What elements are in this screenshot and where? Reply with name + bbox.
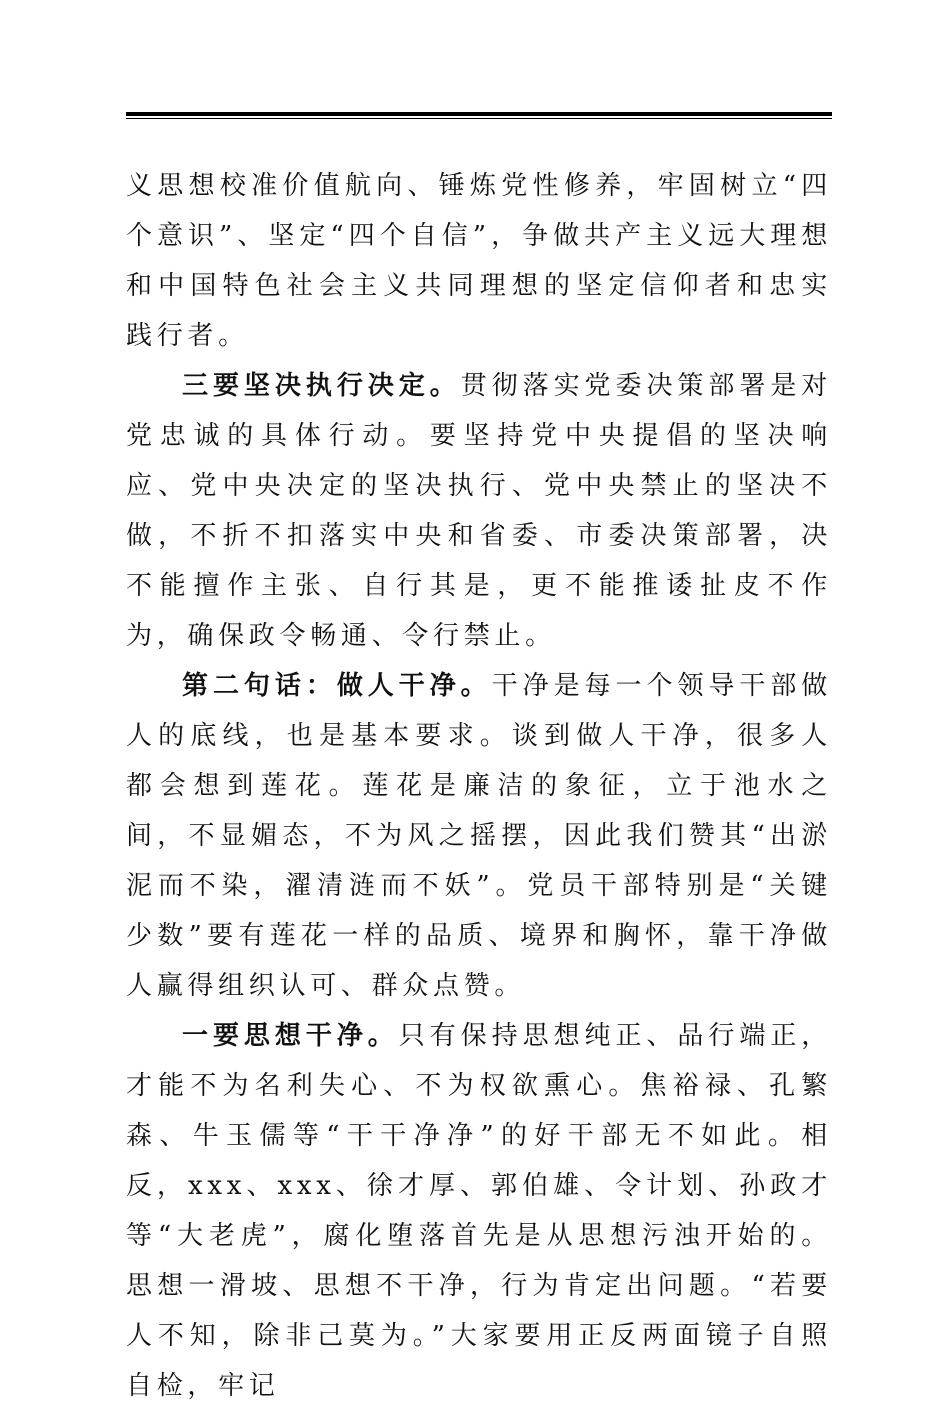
header-rule-thick-line	[126, 112, 832, 116]
paragraph-text: 干净是每一个领导干部做人的底线，也是基本要求。谈到做人干净，很多人都会想到莲花。莲花是廉洁的象征，立于池水之间，不显媚态，不为风之摇摆，因此我们赞其“出淤泥而不染，濯清涟而不妖”。党员干部特别是“关键少数”要有莲花一样的品质、境界和胸怀，靠干净做人赢得组织认可、群众点赞。	[126, 671, 832, 1001]
paragraph-text: 义思想校准价值航向、锤炼党性修养，牢固树立“四个意识”、坚定“四个自信”，争做共产主义远大理想和中国特色社会主义共同理想的坚定信仰者和忠实践行者。	[126, 171, 832, 351]
paragraph-heading: 三要坚决执行决定。	[182, 371, 461, 401]
paragraph-second-sentence	[126, 661, 832, 1011]
paragraph-heading: 一要思想干净。	[182, 1021, 399, 1051]
paragraph-text: 贯彻落实党委决策部署是对党忠诚的具体行动。要坚持党中央提倡的坚决响应、党中央决定的坚决执行、党中央禁止的坚决不做，不折不扣落实中央和省委、市委决策部署，决不能擅作主张、自行其是，更不能推诿扯皮不作为，确保政令畅通、令行禁止。	[126, 371, 832, 651]
paragraph-clean-thought	[126, 1011, 832, 1411]
paragraph-heading: 第二句话：做人干净。	[182, 671, 492, 701]
document-body	[126, 161, 832, 1411]
paragraph-continued	[126, 161, 832, 361]
paragraph-decision	[126, 361, 832, 661]
header-rule-thin-line	[126, 118, 832, 119]
header-rule	[126, 112, 832, 119]
paragraph-text: 只有保持思想纯正、品行端正，才能不为名利失心、不为权欲熏心。焦裕禄、孔繁森、牛玉儒等“干干净净”的好干部无不如此。相反，xxx、xxx、徐才厚、郭伯雄、令计划、孙政才等“大老虎”，腐化堕落首先是从思想污浊开始的。思想一滑坡、思想不干净，行为肯定出问题。“若要人不知，除非己莫为。”大家要用正反两面镜子自照自检，牢记	[126, 1021, 832, 1401]
